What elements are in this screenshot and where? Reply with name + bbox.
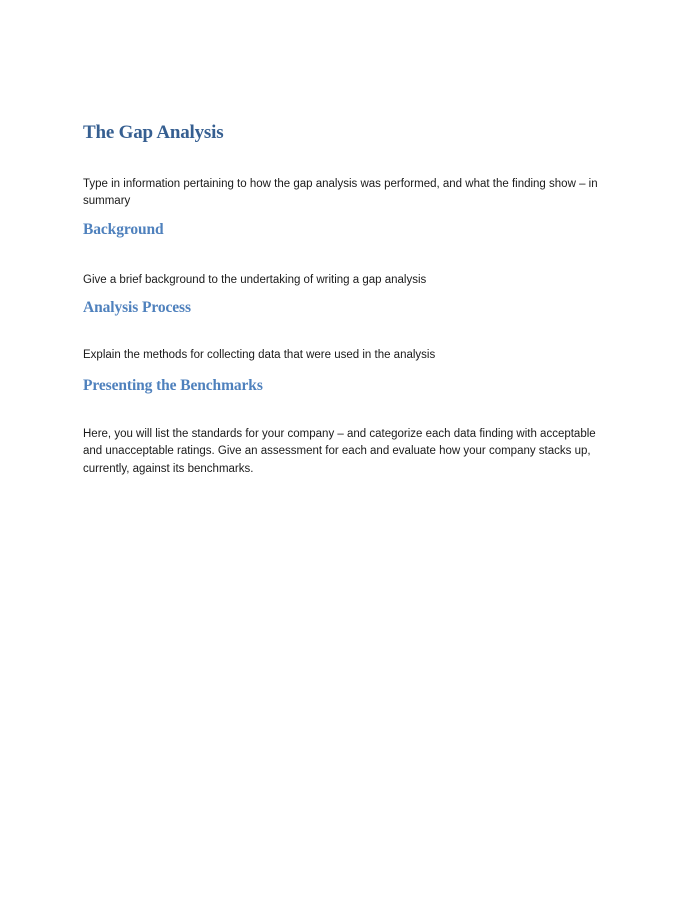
section-heading-presenting-benchmarks: Presenting the Benchmarks	[83, 377, 263, 394]
section-heading-background: Background	[83, 221, 164, 238]
section-body-background: Give a brief background to the undertaking of writing a gap analysis	[83, 274, 427, 286]
section-body-presenting-benchmarks: Here, you will list the standards for your company – and categorize each data finding with acceptable and unacceptable ratings. Give an assessment for each and evaluate how your company stacks up, currently, against its benchmarks.	[83, 428, 596, 475]
intro-paragraph: Type in information pertaining to how the gap analysis was performed, and what the finding show – in summary	[83, 178, 598, 208]
section-heading-analysis-process: Analysis Process	[83, 299, 191, 316]
section-body-analysis-process: Explain the methods for collecting data that were used in the analysis	[83, 349, 436, 361]
document-title: The Gap Analysis	[83, 122, 224, 143]
